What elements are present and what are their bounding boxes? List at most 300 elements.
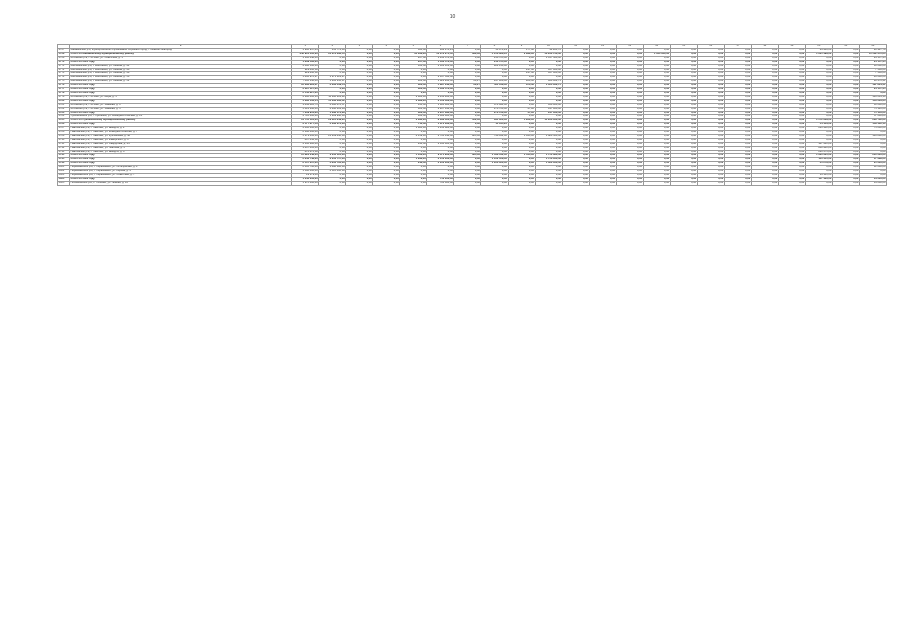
cell-value: 0,00 xyxy=(697,131,724,135)
cell-value: 0,00 xyxy=(562,91,589,95)
cell-value: 490,00 xyxy=(454,52,481,56)
cell-value: 0,00 xyxy=(751,84,778,88)
cell-value: 0,00 xyxy=(535,146,562,150)
cell-value: 0,00 xyxy=(454,60,481,64)
cell-value: 0,00 xyxy=(670,170,697,174)
cell-value: 0,00 xyxy=(643,107,670,111)
cell-value: 131 774,00 xyxy=(319,49,346,53)
cell-value: 0,00 xyxy=(535,115,562,119)
cell-value: 0,00 xyxy=(616,84,643,88)
cell-value: 2 008 000,00 xyxy=(427,115,454,119)
cell-value: 0,00 xyxy=(805,95,832,99)
cell-value: 0,00 xyxy=(832,49,859,53)
cell-value: 0,00 xyxy=(616,119,643,123)
cell-value: 0,00 xyxy=(724,142,751,146)
cell-value: 0,00 xyxy=(805,107,832,111)
row-name: Павловский р-н, г. Павлово, ул. Фаворского, д. 3 xyxy=(70,138,292,142)
cell-value: 0,00 xyxy=(454,99,481,103)
cell-value: 0,00 xyxy=(778,76,805,80)
cell-value: 0,00 xyxy=(373,52,400,56)
cell-value: 0,00 xyxy=(481,131,508,135)
cell-value: 0,00 xyxy=(481,127,508,131)
cell-value: 21 000,00 xyxy=(859,162,886,166)
cell-value: 61 000,00 xyxy=(859,103,886,107)
cell-value: 0,00 xyxy=(481,177,508,181)
cell-value: 96 470,41 xyxy=(859,80,886,84)
cell-value: 3 092,00 xyxy=(400,119,427,123)
cell-value: 296,00 xyxy=(400,142,427,146)
cell-value: 4 710 000,00 xyxy=(292,115,319,119)
column-header: 21 xyxy=(832,45,859,49)
cell-value: 29 940,00 xyxy=(805,49,832,53)
cell-value: 0,00 xyxy=(859,138,886,142)
cell-value: 0,00 xyxy=(724,88,751,92)
cell-value: 0,00 xyxy=(697,111,724,115)
row-name: Итого по Лукояновскому муниципальному району xyxy=(70,119,292,123)
cell-value: 0,00 xyxy=(346,103,373,107)
cell-value: 0,00 xyxy=(589,170,616,174)
cell-value: 1 865 000,00 xyxy=(427,103,454,107)
cell-value: 0,00 xyxy=(751,95,778,99)
cell-value: 0,00 xyxy=(427,146,454,150)
cell-value: 0,00 xyxy=(832,158,859,162)
row-id: 4781 xyxy=(58,103,70,107)
cell-value: 0,00 xyxy=(562,166,589,170)
cell-value: 0,00 xyxy=(616,131,643,135)
cell-value: 0,00 xyxy=(562,88,589,92)
cell-value: 0,00 xyxy=(346,177,373,181)
cell-value: 0,00 xyxy=(508,95,535,99)
cell-value: 0,00 xyxy=(670,158,697,162)
cell-value: 0,00 xyxy=(670,107,697,111)
cell-value: 0,00 xyxy=(454,166,481,170)
cell-value: 0,00 xyxy=(805,138,832,142)
cell-value: 14 755 120,00 xyxy=(292,119,319,123)
cell-value: 2 540 827,00 xyxy=(292,91,319,95)
cell-value: 0,00 xyxy=(346,88,373,92)
cell-value: 0,00 xyxy=(697,64,724,68)
cell-value: 2 510 000,00 xyxy=(319,170,346,174)
cell-value: 0,00 xyxy=(454,56,481,60)
row-id: 4770 xyxy=(58,60,70,64)
cell-value: 0,00 xyxy=(616,146,643,150)
column-header: 5 xyxy=(400,45,427,49)
cell-value: 0,00 xyxy=(805,91,832,95)
cell-value: 0,00 xyxy=(373,127,400,131)
cell-value: 0,00 xyxy=(859,174,886,178)
cell-value: 0,00 xyxy=(346,60,373,64)
cell-value: 0,00 xyxy=(697,68,724,72)
row-name: Княгининский р-н, г. Княгинино, ул. Ленина, д. 50 xyxy=(70,76,292,80)
cell-value: 0,00 xyxy=(346,166,373,170)
column-header: 15 xyxy=(670,45,697,49)
cell-value: 0,00 xyxy=(589,107,616,111)
cell-value: 0,00 xyxy=(697,119,724,123)
cell-value: 0,00 xyxy=(751,134,778,138)
cell-value: 0,00 xyxy=(805,68,832,72)
cell-value: 0,00 xyxy=(400,150,427,154)
row-name: Павловский р-н, г. Павлово, ул. Шмидта, д. 6 xyxy=(70,150,292,154)
cell-value: 146 003,34 xyxy=(859,95,886,99)
cell-value: 0,00 xyxy=(778,146,805,150)
cell-value: 0,00 xyxy=(589,127,616,131)
column-header: 9 xyxy=(508,45,535,49)
cell-value: 0,00 xyxy=(697,99,724,103)
cell-value: 0,00 xyxy=(346,119,373,123)
row-id: 4772 xyxy=(58,68,70,72)
cell-value: 0,00 xyxy=(670,166,697,170)
cell-value: 0,00 xyxy=(832,146,859,150)
cell-value: 0,00 xyxy=(373,68,400,72)
cell-value: 248,00 xyxy=(400,162,427,166)
cell-value: 12 000,00 xyxy=(859,166,886,170)
cell-value: 0,00 xyxy=(643,131,670,135)
row-name: Павловский р-н, г. Павлово, ул. Куйбышева, д. 48 xyxy=(70,134,292,138)
cell-value: 1 590 000,00 xyxy=(292,170,319,174)
cell-value: 0,00 xyxy=(373,115,400,119)
cell-value: 0,00 xyxy=(751,115,778,119)
cell-value: 0,00 xyxy=(778,107,805,111)
cell-value: 0,00 xyxy=(778,174,805,178)
cell-value: 1 280,00 xyxy=(508,119,535,123)
cell-value: 0,00 xyxy=(778,103,805,107)
row-name: Итого по 2024 году xyxy=(70,99,292,103)
cell-value: 0,00 xyxy=(859,131,886,135)
cell-value: 0,00 xyxy=(427,72,454,76)
column-header: 1 xyxy=(292,45,319,49)
cell-value: 0,00 xyxy=(454,170,481,174)
cell-value: 917 000,00 xyxy=(535,111,562,115)
cell-value: 0,00 xyxy=(778,166,805,170)
cell-value: 0,00 xyxy=(778,134,805,138)
cell-value: 4 680 106,14 xyxy=(292,99,319,103)
cell-value: 531 318,00 xyxy=(481,84,508,88)
cell-value: 0,00 xyxy=(697,181,724,185)
cell-value: 297,00 xyxy=(508,72,535,76)
cell-value: 0,00 xyxy=(751,99,778,103)
cell-value: 0,00 xyxy=(778,52,805,56)
cell-value: 0,00 xyxy=(454,181,481,185)
cell-value: 0,00 xyxy=(508,142,535,146)
cell-value: 0,00 xyxy=(832,154,859,158)
cell-value: 326,00 xyxy=(400,80,427,84)
cell-value: 0,00 xyxy=(751,52,778,56)
cell-value: 0,00 xyxy=(805,72,832,76)
cell-value: 0,00 xyxy=(373,177,400,181)
cell-value: 0,00 xyxy=(778,177,805,181)
cell-value: 0,00 xyxy=(832,115,859,119)
cell-value: 798 442,00 xyxy=(481,134,508,138)
cell-value: 0,00 xyxy=(751,80,778,84)
cell-value: 0,00 xyxy=(778,158,805,162)
cell-value: 0,00 xyxy=(724,56,751,60)
cell-value: 1 098 128,00 xyxy=(319,166,346,170)
cell-value: 0,00 xyxy=(616,72,643,76)
cell-value: 0,00 xyxy=(373,49,400,53)
cell-value: 0,00 xyxy=(400,170,427,174)
cell-value: 0,00 xyxy=(373,142,400,146)
row-name: Итого по 2022 году xyxy=(70,158,292,162)
cell-value: 1 654 002,75 xyxy=(535,84,562,88)
cell-value: 7 566,00 xyxy=(859,68,886,72)
cell-value: 0,00 xyxy=(697,177,724,181)
cell-value: 0,00 xyxy=(373,64,400,68)
cell-value: 0,00 xyxy=(508,170,535,174)
cell-value: 0,00 xyxy=(616,166,643,170)
cell-value: 0,00 xyxy=(805,84,832,88)
cell-value: 10 260 700,00 xyxy=(535,52,562,56)
cell-value: 0,00 xyxy=(670,60,697,64)
row-name: Первомайский р-н, г. Первомайск, ул. Кирова, д. 4 xyxy=(70,170,292,174)
cell-value: 0,00 xyxy=(778,142,805,146)
cell-value: 0,00 xyxy=(724,52,751,56)
cell-value: 0,00 xyxy=(832,76,859,80)
cell-value: 0,00 xyxy=(697,76,724,80)
cell-value: 0,00 xyxy=(346,174,373,178)
cell-value: 265 000,00 xyxy=(859,154,886,158)
cell-value: 0,00 xyxy=(589,95,616,99)
cell-value: 0,00 xyxy=(589,56,616,60)
cell-value: 0,00 xyxy=(589,84,616,88)
cell-value: 0,00 xyxy=(346,111,373,115)
cell-value: 0,00 xyxy=(562,170,589,174)
cell-value: 0,00 xyxy=(562,111,589,115)
column-header: 2 xyxy=(319,45,346,49)
cell-value: 0,00 xyxy=(805,181,832,185)
cell-value: 0,00 xyxy=(643,103,670,107)
cell-value: 242 910 435,20 xyxy=(292,52,319,56)
cell-value: 0,00 xyxy=(616,60,643,64)
cell-value: 0,00 xyxy=(616,49,643,53)
cell-value: 0,00 xyxy=(562,123,589,127)
cell-value: 24 157,45 xyxy=(859,88,886,92)
cell-value: 807 442,00 xyxy=(292,138,319,142)
cell-value: 1 880 500,00 xyxy=(535,134,562,138)
cell-value: 0,00 xyxy=(832,166,859,170)
cell-value: 0,00 xyxy=(697,72,724,76)
cell-value: 0,00 xyxy=(481,91,508,95)
cell-value: 0,00 xyxy=(778,162,805,166)
cell-value: 0,00 xyxy=(643,99,670,103)
cell-value: 11 308 283,42 xyxy=(319,99,346,103)
cell-value: 0,00 xyxy=(751,150,778,154)
cell-value: 128,00 xyxy=(400,64,427,68)
cell-value: 0,00 xyxy=(751,174,778,178)
cell-value: 660,00 xyxy=(400,49,427,53)
cell-value: 1 445,00 xyxy=(508,134,535,138)
cell-value: 60,27 xyxy=(454,80,481,84)
cell-value: 0,00 xyxy=(319,181,346,185)
cell-value: 0,00 xyxy=(724,115,751,119)
cell-value: 0,00 xyxy=(670,119,697,123)
cell-value: 917 000,00 xyxy=(535,107,562,111)
cell-value: 0,00 xyxy=(670,174,697,178)
cell-value: 0,00 xyxy=(562,154,589,158)
cell-value: 0,00 xyxy=(778,95,805,99)
column-header: 19 xyxy=(778,45,805,49)
cell-value: 0,00 xyxy=(346,170,373,174)
cell-value: 2 095 760,00 xyxy=(292,166,319,170)
cell-value: 0,00 xyxy=(697,146,724,150)
cell-value: 0,00 xyxy=(643,158,670,162)
row-id: 4788 xyxy=(58,131,70,135)
cell-value: 0,00 xyxy=(346,91,373,95)
cell-value: 0,00 xyxy=(670,111,697,115)
cell-value: 0,00 xyxy=(454,88,481,92)
cell-value: 0,00 xyxy=(805,170,832,174)
cell-value: 0,00 xyxy=(778,150,805,154)
cell-value: 47,00 xyxy=(508,107,535,111)
cell-value: 0,00 xyxy=(454,72,481,76)
cell-value: 0,00 xyxy=(562,158,589,162)
row-id: 4779 xyxy=(58,95,70,99)
cell-value: 0,00 xyxy=(697,103,724,107)
cell-value: 0,00 xyxy=(508,150,535,154)
cell-value: 0,00 xyxy=(751,91,778,95)
cell-value: 0,00 xyxy=(832,162,859,166)
row-id: 4787 xyxy=(58,127,70,131)
cell-value: 0,00 xyxy=(346,52,373,56)
cell-value: 0,00 xyxy=(832,131,859,135)
row-name: Кстовский р-н, г. Кстово, ул. Чванова, д. 5 xyxy=(70,107,292,111)
cell-value: 502,00 xyxy=(454,119,481,123)
cell-value: 0,00 xyxy=(724,49,751,53)
cell-value: 2 633 439,54 xyxy=(319,84,346,88)
cell-value: 210 705,00 xyxy=(481,60,508,64)
cell-value: 0,00 xyxy=(805,76,832,80)
cell-value: 5 156 666,10 xyxy=(481,52,508,56)
cell-value: 0,00 xyxy=(724,68,751,72)
cell-value: 19 325 849,85 xyxy=(319,119,346,123)
cell-value: 0,00 xyxy=(616,52,643,56)
data-table xyxy=(57,44,887,186)
cell-value: 0,00 xyxy=(616,76,643,80)
cell-value: 0,00 xyxy=(778,56,805,60)
cell-value: 0,00 xyxy=(724,166,751,170)
cell-value: 1 172 669,00 xyxy=(805,119,832,123)
cell-value: 34 000,00 xyxy=(859,177,886,181)
cell-value: 3 577 877,56 xyxy=(292,123,319,127)
cell-value: 0,00 xyxy=(508,146,535,150)
cell-value: 0,00 xyxy=(697,56,724,60)
cell-value: 0,00 xyxy=(724,174,751,178)
cell-value: 0,00 xyxy=(427,131,454,135)
cell-value: 0,00 xyxy=(616,177,643,181)
cell-value: 1 371 123,47 xyxy=(319,76,346,80)
cell-value: 0,00 xyxy=(454,95,481,99)
cell-value: 0,00 xyxy=(346,158,373,162)
row-id: 4775 xyxy=(58,80,70,84)
cell-value: 2 150 000,00 xyxy=(427,158,454,162)
cell-value: 2 308 070,00 xyxy=(319,123,346,127)
cell-value: 0,00 xyxy=(697,84,724,88)
cell-value: 0,00 xyxy=(778,72,805,76)
cell-value: 17 388,00 xyxy=(859,158,886,162)
cell-value: 0,00 xyxy=(724,162,751,166)
cell-value: 0,00 xyxy=(400,138,427,142)
cell-value: 0,00 xyxy=(616,91,643,95)
cell-value: 0,00 xyxy=(319,138,346,142)
cell-value: 0,00 xyxy=(724,181,751,185)
cell-value: 0,00 xyxy=(589,158,616,162)
cell-value: 3 867 065,00 xyxy=(292,146,319,150)
cell-value: 60,27 xyxy=(454,84,481,88)
cell-value: 11 562 372,04 xyxy=(859,52,886,56)
cell-value: 0,00 xyxy=(562,134,589,138)
row-id: 4801 xyxy=(58,166,70,170)
cell-value: 4 166 280,00 xyxy=(292,142,319,146)
cell-value: 0,00 xyxy=(697,123,724,127)
cell-value: 0,00 xyxy=(751,76,778,80)
cell-value: 8 668 423,00 xyxy=(427,119,454,123)
cell-value: 0,00 xyxy=(373,91,400,95)
cell-value: 0,00 xyxy=(832,56,859,60)
cell-value: 0,00 xyxy=(751,60,778,64)
row-id: 4794 xyxy=(58,154,70,158)
cell-value: 270 760,00 xyxy=(481,111,508,115)
cell-value: 0,00 xyxy=(751,177,778,181)
cell-value: 0,00 xyxy=(670,64,697,68)
cell-value: 0,00 xyxy=(373,60,400,64)
row-id: 4786 xyxy=(58,123,70,127)
cell-value: 0,00 xyxy=(616,142,643,146)
cell-value: 0,00 xyxy=(535,150,562,154)
cell-value: 0,00 xyxy=(616,154,643,158)
cell-value: 3 844 826,71 xyxy=(292,103,319,107)
cell-value: 0,00 xyxy=(373,103,400,107)
cell-value: 0,00 xyxy=(373,134,400,138)
cell-value: 0,00 xyxy=(562,99,589,103)
column-header: 6 xyxy=(427,45,454,49)
cell-value: 19 101,00 xyxy=(805,174,832,178)
cell-value: 230 473,00 xyxy=(805,150,832,154)
cell-value: 1 262 316,07 xyxy=(319,80,346,84)
row-id: 4802 xyxy=(58,170,70,174)
cell-value: 5 897 048,00 xyxy=(427,84,454,88)
row-id: 4805 xyxy=(58,181,70,185)
row-name: Итого по 2022 году xyxy=(70,177,292,181)
cell-value: 0,00 xyxy=(724,134,751,138)
cell-value: 0,00 xyxy=(751,162,778,166)
cell-value: 0,00 xyxy=(373,138,400,142)
cell-value: 0,00 xyxy=(724,95,751,99)
cell-value: 5 014 308,00 xyxy=(292,107,319,111)
row-id: 4793 xyxy=(58,150,70,154)
cell-value: 0,00 xyxy=(373,146,400,150)
cell-value: 0,00 xyxy=(589,49,616,53)
row-id: 4795 xyxy=(58,158,70,162)
cell-value: 1 372 068,00 xyxy=(427,123,454,127)
cell-value: 0,00 xyxy=(643,64,670,68)
cell-value: 0,00 xyxy=(319,60,346,64)
cell-value: 0,00 xyxy=(454,138,481,142)
cell-value: 0,00 xyxy=(670,84,697,88)
cell-value: 0,00 xyxy=(643,91,670,95)
cell-value: 0,00 xyxy=(373,119,400,123)
cell-value: 7 006 130,00 xyxy=(292,80,319,84)
cell-value: 0,00 xyxy=(697,127,724,131)
cell-value: 280,00 xyxy=(508,80,535,84)
cell-value: 0,00 xyxy=(670,103,697,107)
cell-value: 0,00 xyxy=(400,72,427,76)
cell-value: 0,00 xyxy=(562,115,589,119)
cell-value: 0,00 xyxy=(319,174,346,178)
row-name: Павловский р-н, г. Павлово, ул. Чкалова, д. 5 xyxy=(70,146,292,150)
cell-value: 0,00 xyxy=(400,177,427,181)
cell-value: 0,00 xyxy=(724,72,751,76)
cell-value: 0,00 xyxy=(724,127,751,131)
cell-value: 0,00 xyxy=(616,127,643,131)
